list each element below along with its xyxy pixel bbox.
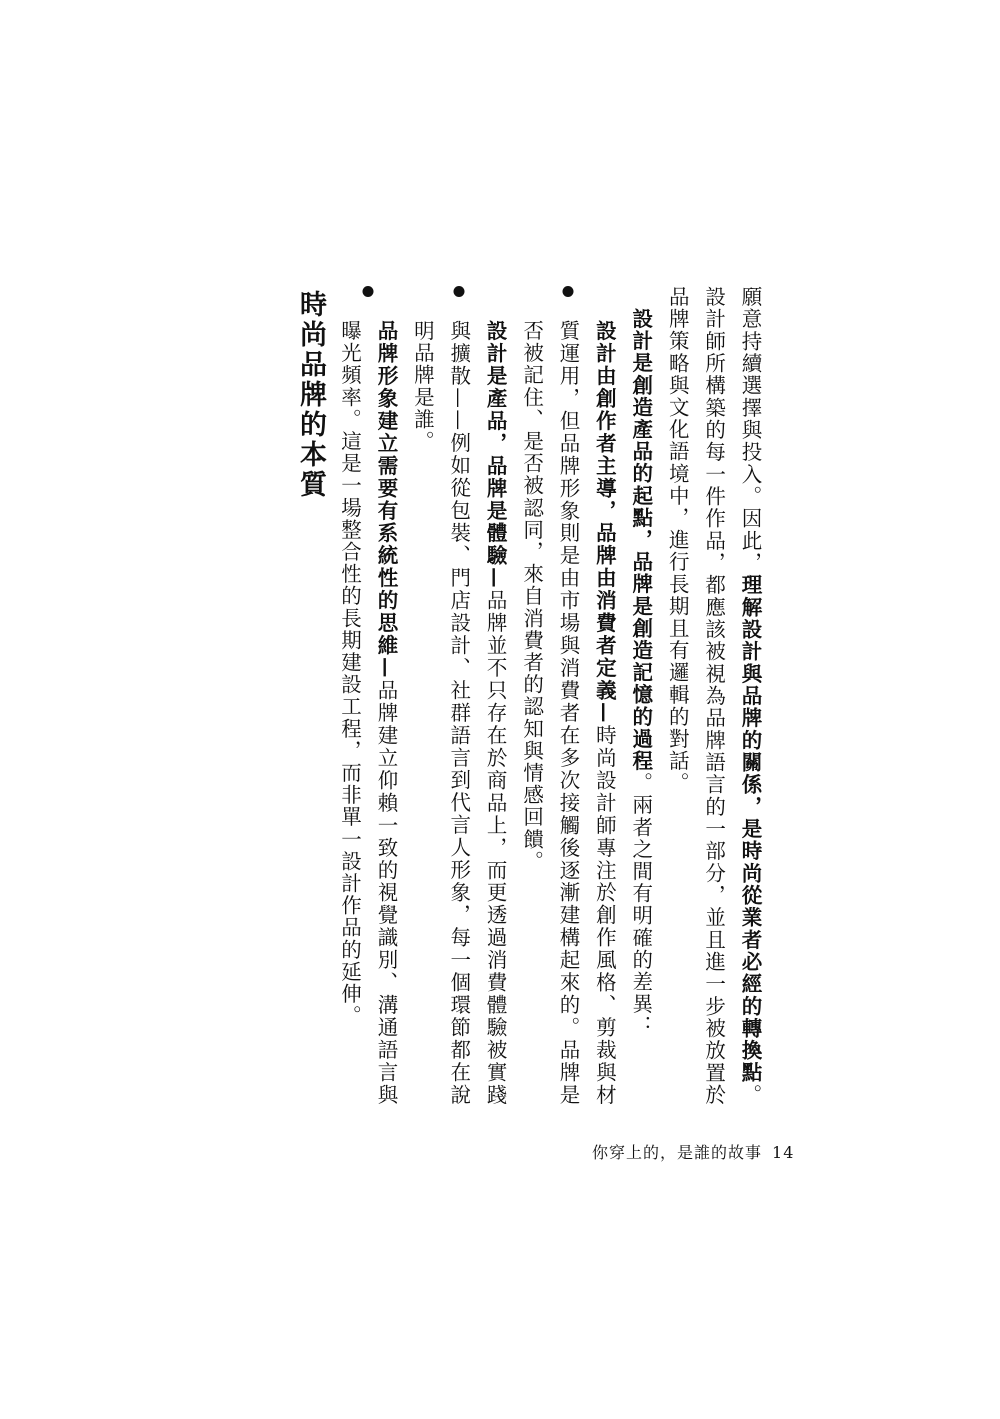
book-title: 你穿上的，是誰的故事	[592, 1143, 763, 1162]
thesis-paragraph	[622, 286, 658, 1106]
running-footer	[592, 1140, 794, 1163]
intro-text-continued: 。設計師所構築的每一件作品，都應該被視為品牌語言的一部分，並且進一步被放置於品牌策略與文化語境中，進行長期且有邏輯的對話。	[665, 286, 762, 1106]
section-title: 時尚品牌的本質	[295, 290, 326, 500]
bullet-dash: —	[483, 567, 508, 590]
list-item	[513, 286, 622, 1106]
bullet-text: 品牌建立仰賴一致的視覺識別、溝通語言與曝光頻率。這是一場整合性的長期建設工程，而非單一設計作品的延伸。	[337, 320, 398, 1107]
thesis-emphasis: 設計是創造產品的起點，品牌是創造記憶的過程	[628, 308, 653, 773]
bullet-heading: 設計由創作者主導，品牌由消費者定義	[592, 320, 617, 702]
bullet-heading: 設計是產品，品牌是體驗	[483, 320, 508, 568]
body-text	[331, 286, 768, 1106]
bullet-heading: 品牌形象建立需要有系統性的思維	[373, 320, 398, 658]
intro-text: 願意持續選擇與投入。因此，	[738, 286, 762, 575]
bullet-icon	[362, 286, 373, 297]
thesis-tail: 。兩者之間有明確的差異：	[628, 772, 653, 1038]
list-item	[404, 286, 513, 1106]
bullet-dash: —	[373, 657, 398, 680]
bullet-dash: —	[592, 701, 617, 725]
bullet-text: 品牌並不只存在於商品上，而更透過消費體驗被實踐與擴散——例如從包裝、門店設計、社群語言到代言人形象，每一個環節都在說明品牌是誰。	[410, 320, 508, 1106]
bullet-text: 時尚設計師專注於創作風格、剪裁與材質運用，但品牌形象則是由市場與消費者在多次接觸後逐漸建構起來的。品牌是否被記住、是否被認同，來自消費者的認知與情感回饋。	[519, 320, 617, 1107]
bullet-icon	[453, 286, 464, 297]
intro-paragraph	[659, 286, 768, 1106]
list-item	[331, 286, 404, 1106]
intro-emphasis: 理解設計與品牌的關係，是時尚從業者必經的轉換點	[738, 574, 762, 1084]
bullet-icon	[562, 286, 573, 297]
page-number: 14	[772, 1143, 795, 1162]
